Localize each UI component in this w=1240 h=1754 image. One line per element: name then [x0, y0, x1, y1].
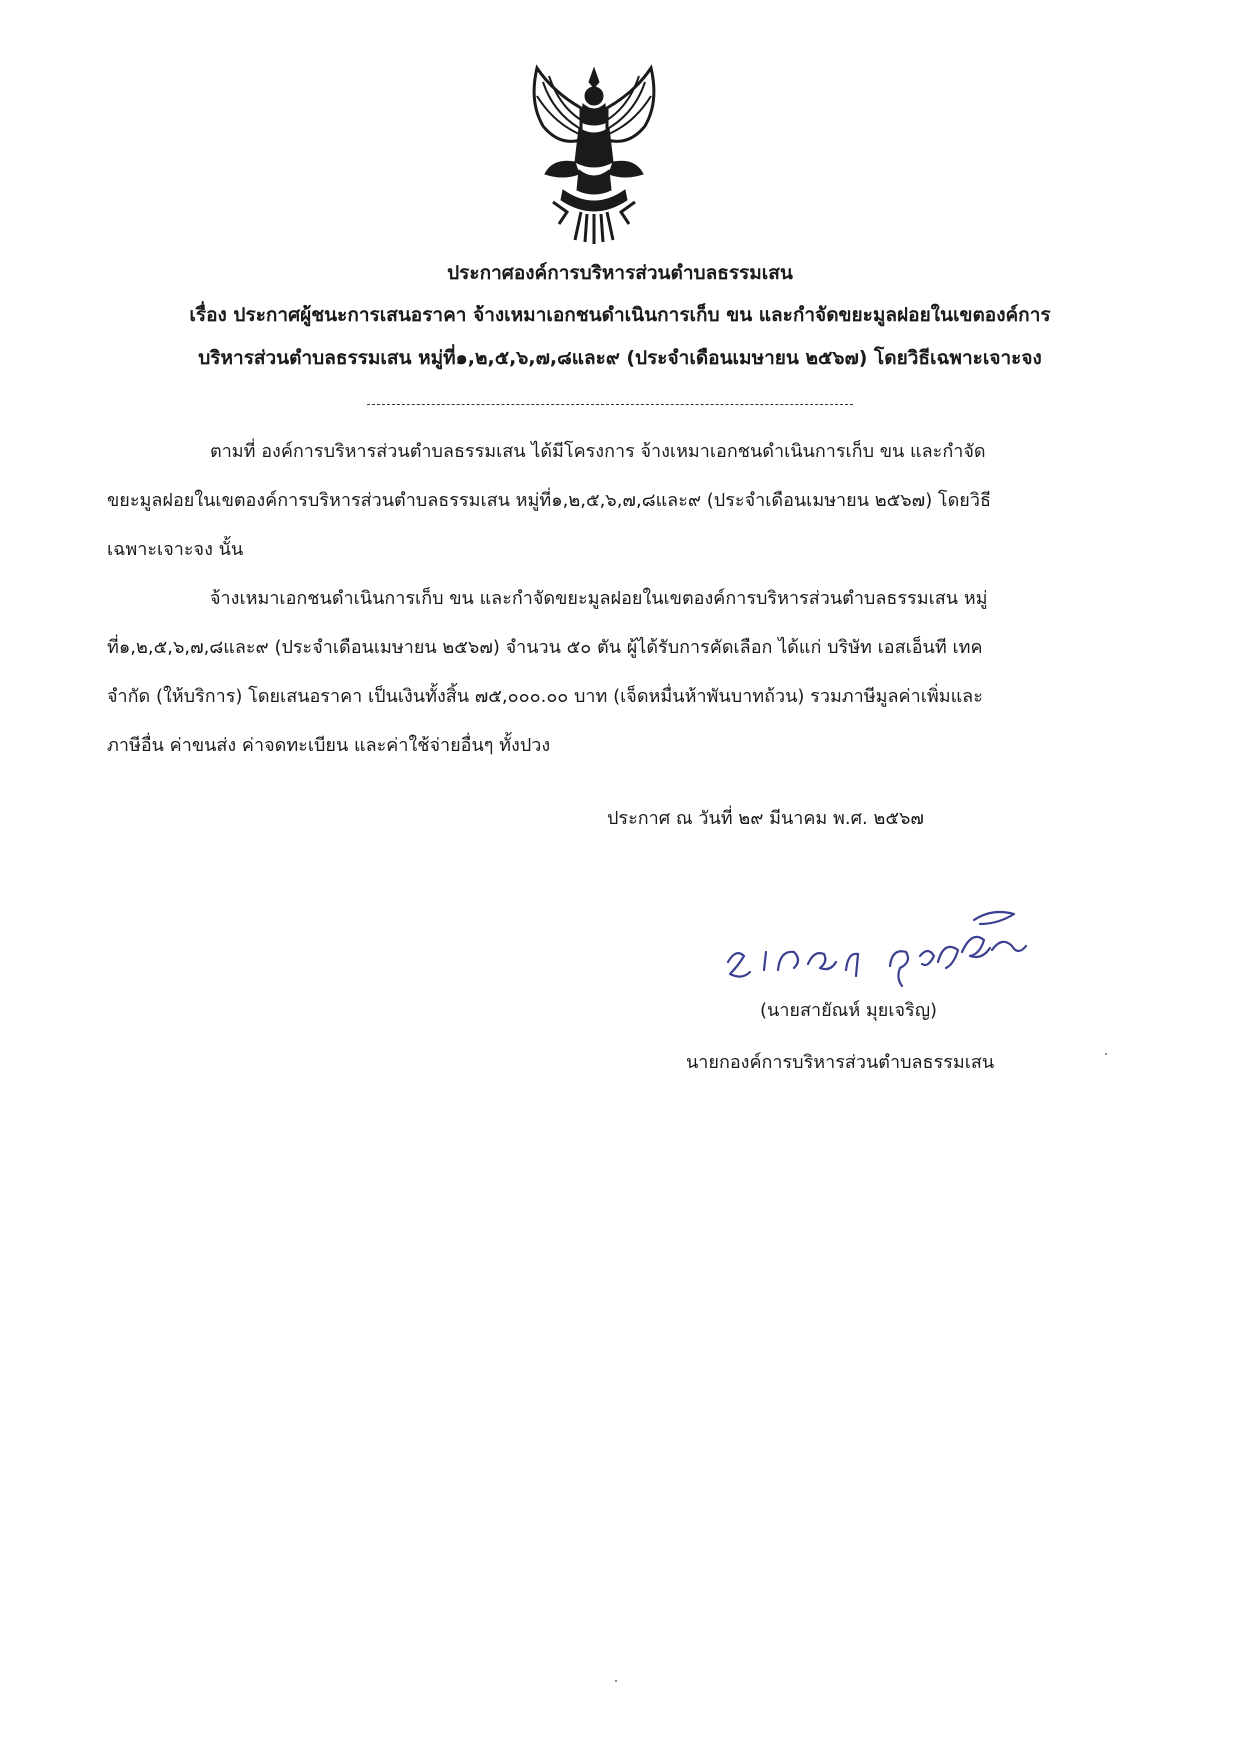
subject-line-2: บริหารส่วนตำบลธรรมเสน หมู่ที่๑,๒,๕,๖,๗,๘และ๙ (ประจำเดือนเมษายน ๒๕๖๗) โดยวิธีเฉพาะเจาะจง	[198, 347, 1042, 369]
announcement-date: ประกาศ ณ วันที่ ๒๙ มีนาคม พ.ศ. ๒๕๖๗	[607, 808, 924, 829]
paragraph-2-line: ภาษีอื่น ค่าขนส่ง ค่าจดทะเบียน และค่าใช้จ่ายอื่นๆ ทั้งปวง	[107, 735, 551, 756]
paragraph-1-line: เฉพาะเจาะจง นั้น	[107, 539, 244, 560]
paragraph-2-line: จ้างเหมาเอกชนดำเนินการเก็บ ขน และกำจัดขยะมูลฝอยในเขตองค์การบริหารส่วนตำบลธรรมเสน หมู่	[210, 588, 988, 609]
paragraph-1-line: ตามที่ องค์การบริหารส่วนตำบลธรรมเสน ได้มีโครงการ จ้างเหมาเอกชนดำเนินการเก็บ ขน และกำจัด	[210, 441, 986, 462]
handwritten-signature-icon	[722, 890, 1032, 1000]
subject-line-1: เรื่อง ประกาศผู้ชนะการเสนอราคา จ้างเหมาเอกชนดำเนินการเก็บ ขน และกำจัดขยะมูลฝอยในเขตองค์การ	[189, 304, 1051, 326]
document-title: ประกาศองค์การบริหารส่วนตำบลธรรมเสน	[447, 262, 793, 284]
dashed-divider	[367, 404, 853, 405]
signer-name: (นายสายัณห์ มุยเจริญ)	[760, 1000, 938, 1021]
signer-title: นายกองค์การบริหารส่วนตำบลธรรมเสน	[686, 1052, 995, 1073]
scan-speck	[1105, 1053, 1107, 1055]
garuda-emblem-icon	[523, 62, 665, 244]
paragraph-1-line: ขยะมูลฝอยในเขตองค์การบริหารส่วนตำบลธรรมเสน หมู่ที่๑,๒,๕,๖,๗,๘และ๙ (ประจำเดือนเมษายน ๒๕๖๗) โดยวิธี	[107, 490, 991, 511]
paragraph-2-line: ที่๑,๒,๕,๖,๗,๘และ๙ (ประจำเดือนเมษายน ๒๕๖๗) จำนวน ๕๐ ตัน ผู้ได้รับการคัดเลือก ได้แก่ บริษัท เอสเอ็นที เทค	[107, 637, 983, 658]
scan-speck	[615, 1680, 617, 1682]
paragraph-2-line: จำกัด (ให้บริการ) โดยเสนอราคา เป็นเงินทั้งสิ้น ๗๕,๐๐๐.๐๐ บาท (เจ็ดหมื่นห้าพันบาทถ้วน) รวมภาษีมูลค่าเพิ่มและ	[107, 686, 983, 707]
